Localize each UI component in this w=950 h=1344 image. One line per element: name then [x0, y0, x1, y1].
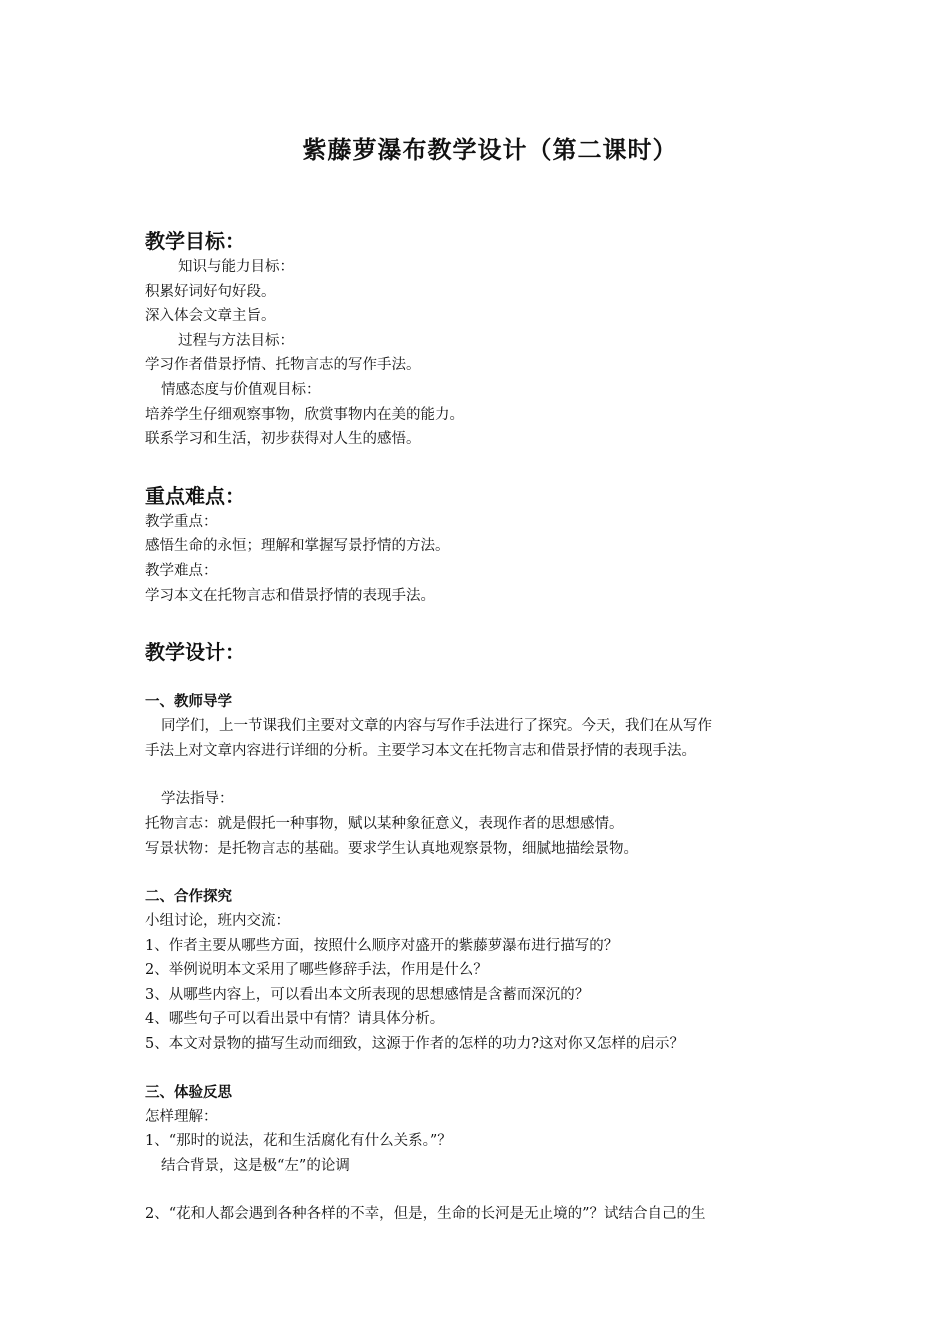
question-item: 4、哪些句子可以看出景中有情？请具体分析。: [145, 1011, 445, 1028]
question-item: 3、从哪些内容上，可以看出本文所表现的思想感情是含蓄而深沉的？: [145, 986, 590, 1003]
keypoints-section: [145, 482, 815, 608]
focus-text: 感悟生命的永恒；理解和掌握写景抒情的方法。: [145, 538, 450, 555]
design-heading: 教学设计：: [145, 640, 245, 665]
question-item: 2、举例说明本文采用了哪些修辞手法，作用是什么？: [145, 962, 488, 979]
objectives-section: [145, 227, 815, 452]
reflection-answer: 结合背景，这是极“左”的论调: [161, 1157, 350, 1174]
emotion-item: 培养学生仔细观察事物，欣赏事物内在美的能力。: [145, 406, 464, 423]
process-label: 过程与方法目标：: [178, 332, 294, 349]
section3-intro: 怎样理解：: [145, 1108, 218, 1125]
section1-paragraph-line: 同学们，上一节课我们主要对文章的内容与写作手法进行了探究。今天，我们在从写作: [161, 718, 712, 735]
method-guide-item: 托物言志：就是假托一种事物，赋以某种象征意义，表现作者的思想感情。: [145, 815, 624, 832]
section2-title: 二、合作探究: [145, 888, 232, 906]
section1-title: 一、教师导学: [145, 693, 232, 711]
method-guide-label: 学法指导：: [161, 791, 234, 808]
knowledge-label: 知识与能力目标：: [178, 259, 294, 275]
document-title: 紫藤萝瀑布教学设计（第二课时）: [302, 135, 678, 164]
reflection-question: 2、“花和人都会遇到各种各样的不幸，但是，生命的长河是无止境的”？试结合自己的生: [145, 1206, 706, 1223]
section1-paragraph-line: 手法上对文章内容进行详细的分析。主要学习本文在托物言志和借景抒情的表现手法。: [145, 742, 696, 759]
document-page: [145, 130, 815, 1227]
section2-intro: 小组讨论，班内交流：: [145, 913, 290, 930]
question-item: 5、本文对景物的描写生动而细致，这源于作者的怎样的功力?这对你又怎样的启示？: [145, 1036, 684, 1053]
emotion-label: 情感态度与价值观目标：: [161, 381, 321, 398]
objectives-heading: 教学目标：: [145, 229, 245, 253]
process-item: 学习作者借景抒情、托物言志的写作手法。: [145, 357, 421, 374]
section3-title: 三、体验反思: [145, 1083, 232, 1101]
method-guide-item: 写景状物：是托物言志的基础。要求学生认真地观察景物，细腻地描绘景物。: [145, 840, 638, 857]
reflection-question: 1、“那时的说法，花和生活腐化有什么关系。”？: [145, 1133, 452, 1150]
knowledge-item: 积累好词好句好段。: [145, 283, 276, 300]
focus-label: 教学重点：: [145, 513, 218, 530]
design-section: [145, 638, 815, 1227]
emotion-item: 联系学习和生活，初步获得对人生的感悟。: [145, 431, 421, 448]
knowledge-item: 深入体会文章主旨。: [145, 308, 276, 325]
question-item: 1、作者主要从哪些方面，按照什么顺序对盛开的紫藤萝瀑布进行描写的？: [145, 937, 619, 954]
difficulty-label: 教学难点：: [145, 562, 218, 579]
keypoints-heading: 重点难点：: [145, 483, 245, 508]
difficulty-text: 学习本文在托物言志和借景抒情的表现手法。: [145, 587, 435, 604]
